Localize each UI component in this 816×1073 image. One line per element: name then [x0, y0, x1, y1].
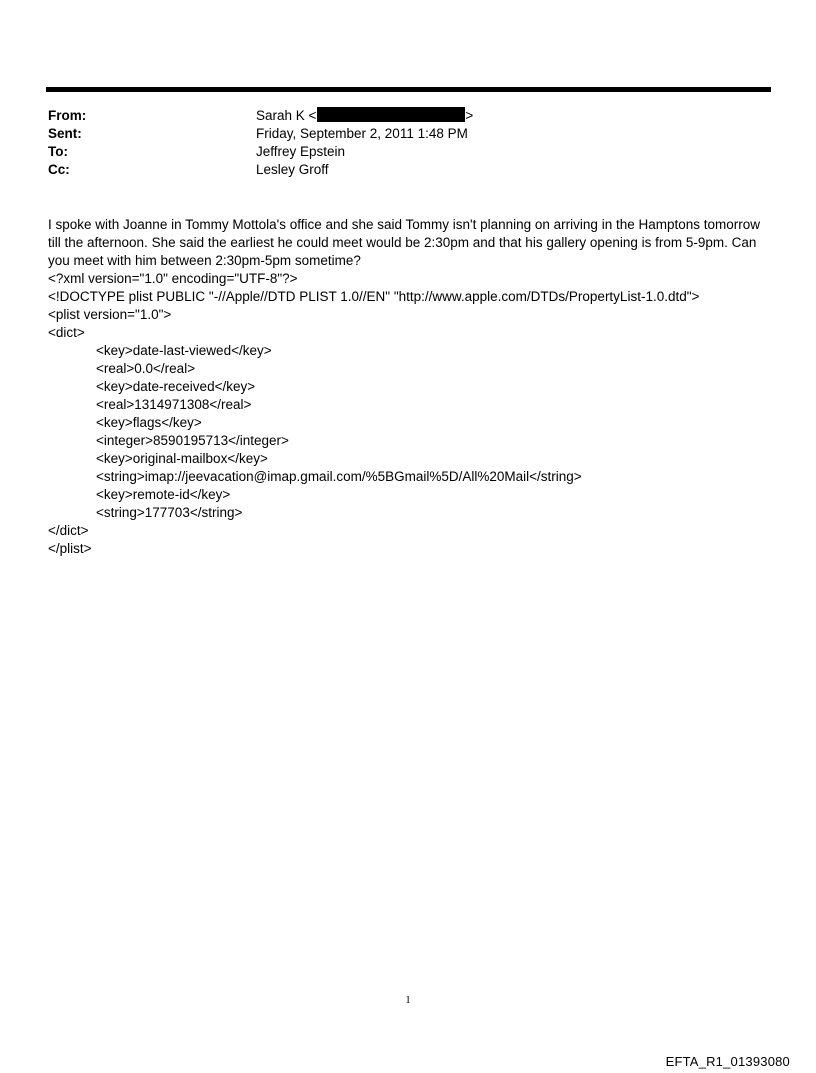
xml-declaration: <?xml version="1.0" encoding="UTF-8"?>: [48, 271, 298, 286]
email-body: [48, 216, 773, 558]
cc-row: [48, 161, 768, 179]
page-number: 1: [405, 994, 411, 1006]
document-id: EFTA_R1_01393080: [665, 1054, 790, 1069]
dict-line: <key>date-received</key>: [96, 379, 256, 394]
dict-line: <real>1314971308</real>: [96, 397, 252, 412]
to-row: [48, 143, 768, 161]
dict-line: <real>0.0</real>: [96, 361, 196, 376]
cc-value: Lesley Groff: [256, 162, 329, 177]
dict-line: <key>original-mailbox</key>: [96, 451, 268, 466]
dict-line: <key>remote-id</key>: [96, 487, 231, 502]
message-paragraph: I spoke with Joanne in Tommy Mottola's office and she said Tommy isn't planning on arriving in the Hamptons tomorrow till the afternoon. She said the earliest he could meet would be 2:30pm and that his gallery opening is from 5-9pm. Can you meet with him between 2:30pm-5pm sometime?: [48, 217, 761, 268]
redaction-box: [317, 107, 465, 122]
dict-line: <integer>8590195713</integer>: [96, 433, 289, 448]
from-label: From:: [48, 108, 87, 123]
from-value: [256, 107, 768, 125]
header-divider: [46, 87, 771, 92]
dict-line: <string>177703</string>: [96, 505, 243, 520]
doctype-line: <!DOCTYPE plist PUBLIC "-//Apple//DTD PLIST 1.0//EN" "http://www.apple.com/DTDs/PropertyList-1.0.dtd">: [48, 289, 700, 304]
to-label: To:: [48, 144, 68, 159]
dict-line: <key>date-last-viewed</key>: [96, 343, 272, 358]
sent-row: [48, 125, 768, 143]
sent-label: Sent:: [48, 126, 82, 141]
to-value: Jeffrey Epstein: [256, 144, 346, 159]
dict-line: <string>imap://jeevacation@imap.gmail.com/%5BGmail%5D/All%20Mail</string>: [96, 469, 582, 484]
dict-line: <key>flags</key>: [96, 415, 202, 430]
plist-open: <plist version="1.0">: [48, 307, 172, 322]
plist-close: </plist>: [48, 541, 92, 556]
cc-label: Cc:: [48, 162, 70, 177]
email-header: [48, 107, 768, 179]
from-name: Sarah K <: [256, 108, 317, 123]
dict-close: </dict>: [48, 523, 89, 538]
sent-value: Friday, September 2, 2011 1:48 PM: [256, 126, 468, 141]
from-close: >: [465, 108, 474, 123]
dict-open: <dict>: [48, 325, 85, 340]
from-row: [48, 107, 768, 125]
